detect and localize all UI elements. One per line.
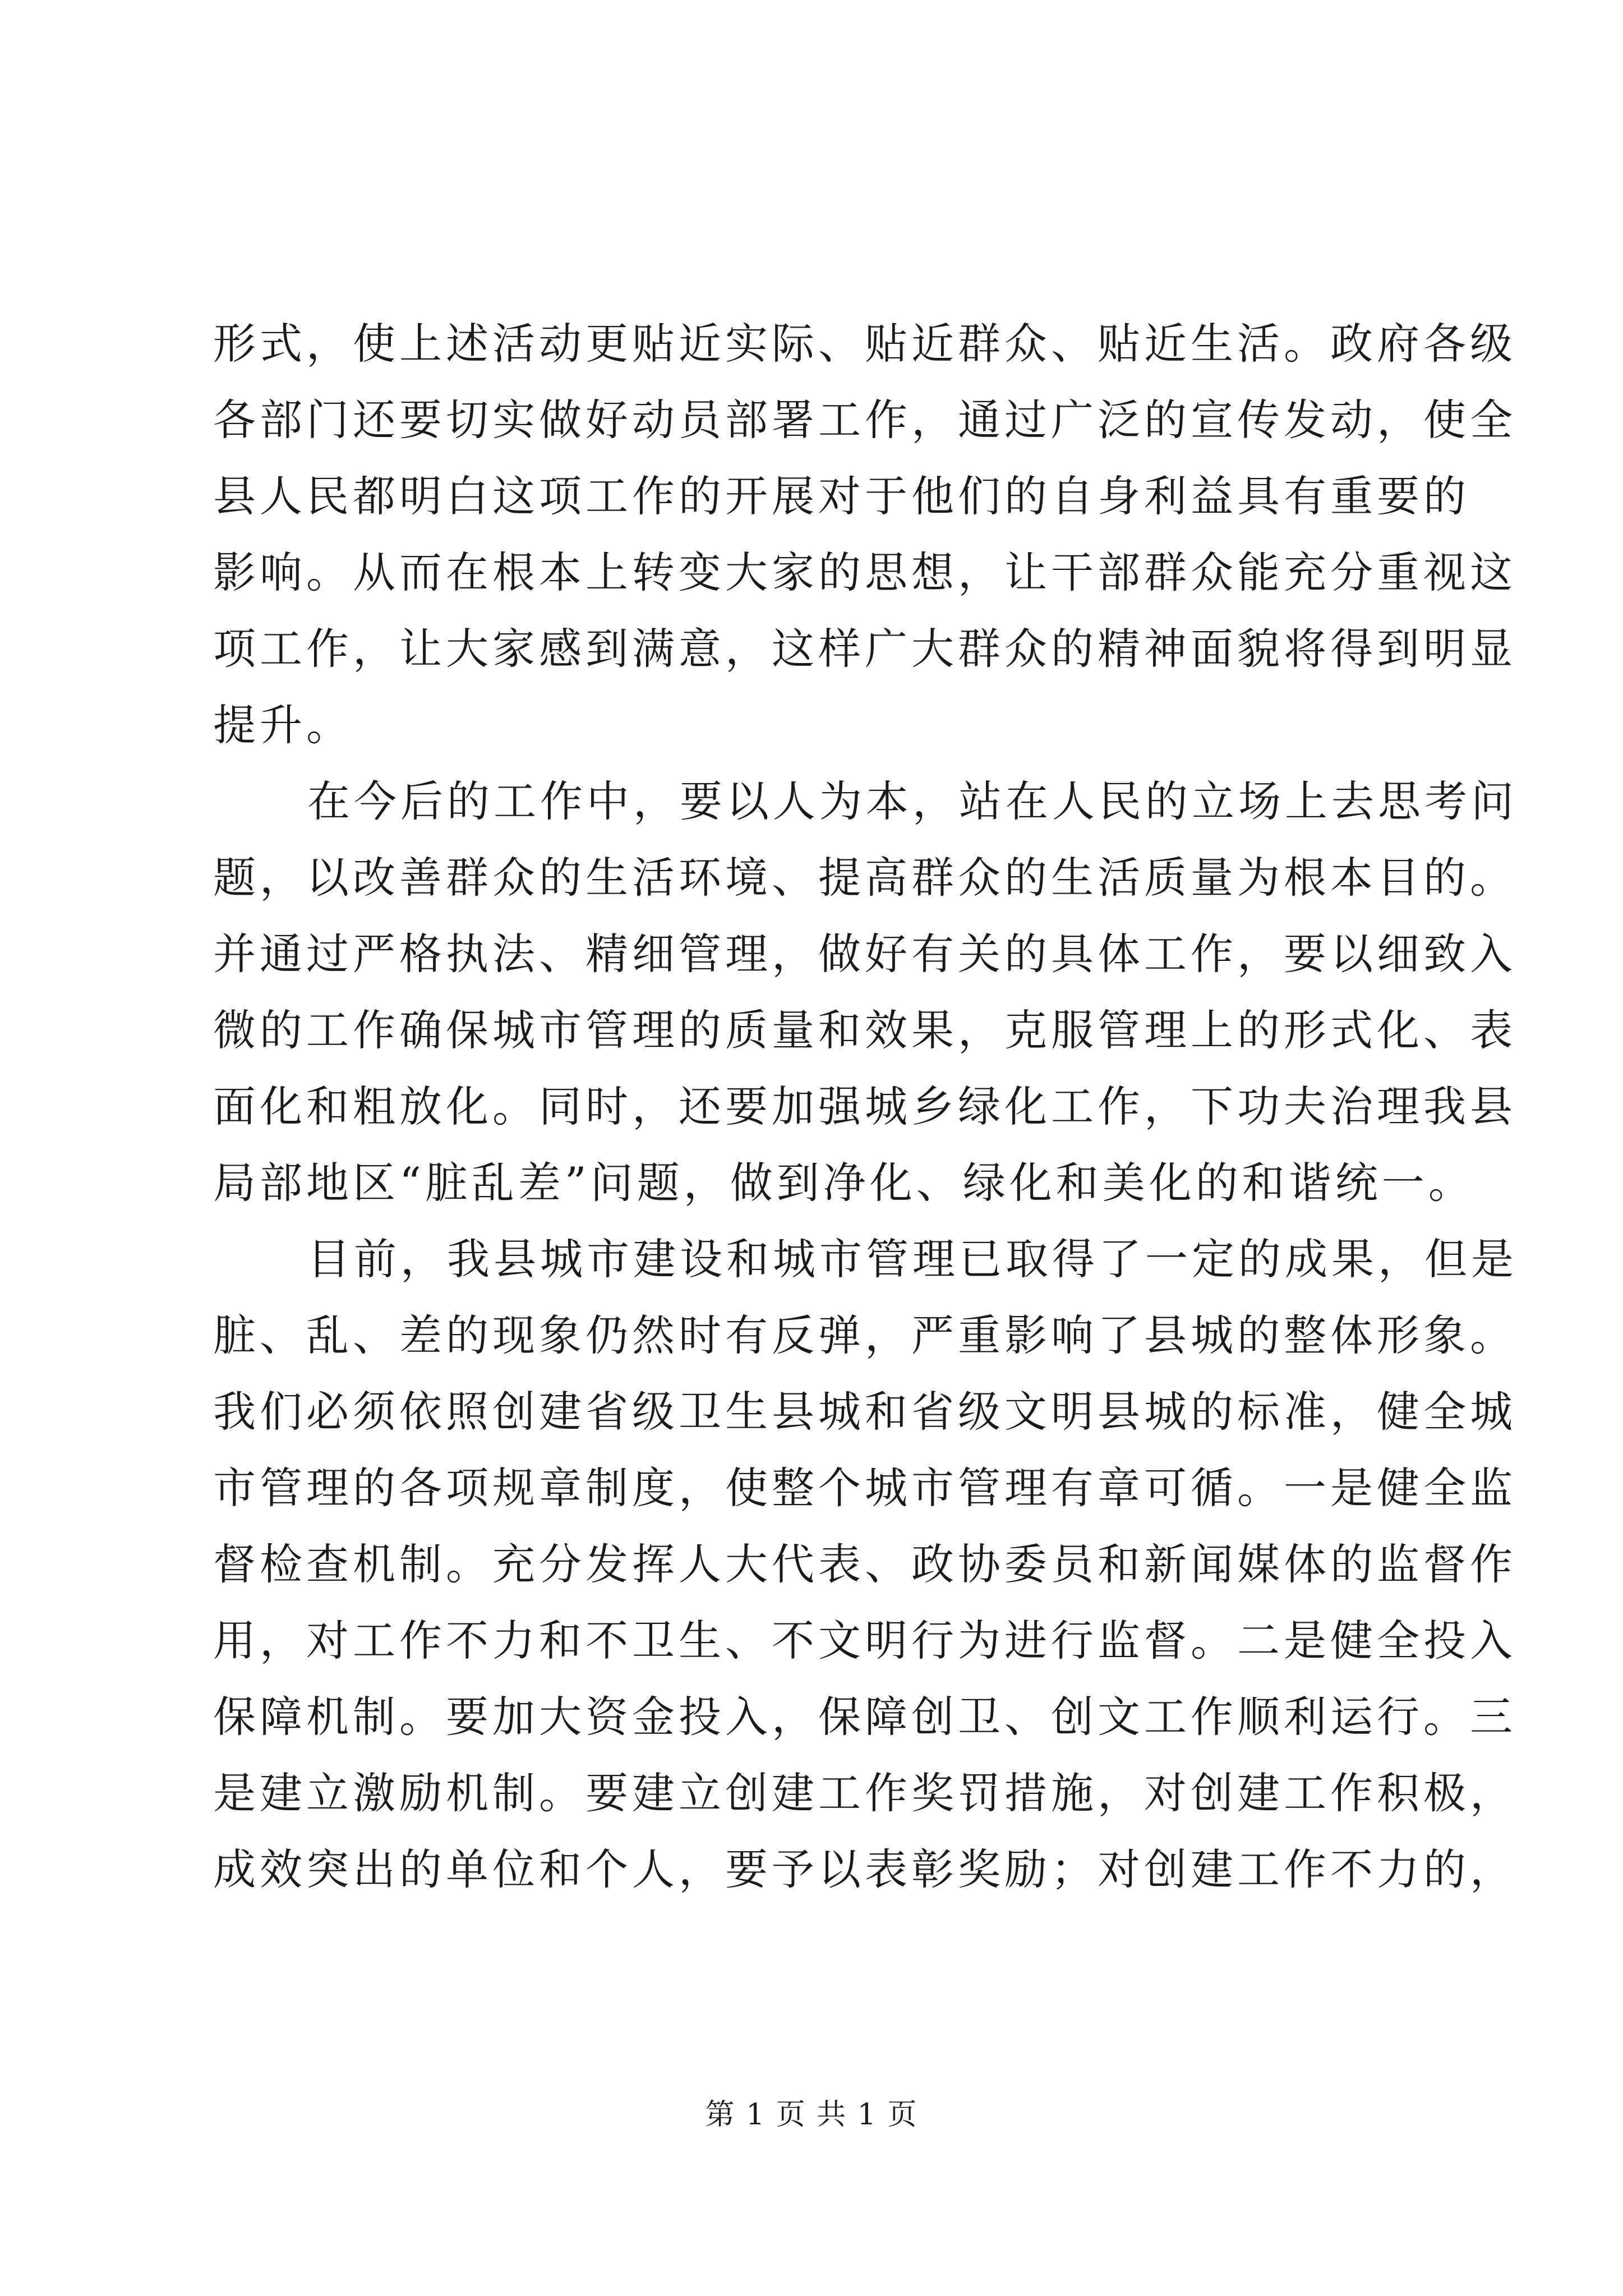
paragraph-first-line: 目前，我县城市建设和城市管理已取得了一定的成果，但是: [307, 1234, 1518, 1284]
page-number-label: 第 1 页 共 1 页: [705, 2098, 918, 2132]
text-line: 用，对工作不力和不卫生、不文明行为进行监督。二是健全投入: [213, 1616, 1516, 1665]
text-line: 局部地区“脏乱差”问题，做到净化、绿化和美化的和谐统一。: [213, 1158, 1475, 1208]
text-line: 提升。: [213, 700, 353, 750]
text-line: 形式，使上述活动更贴近实际、贴近群众、贴近生活。政府各级: [213, 319, 1516, 369]
text-line: 县人民都明白这项工作的开展对于他们的自身利益具有重要的: [213, 471, 1470, 521]
text-line: 我们必须依照创建省级卫生县城和省级文明县城的标准，健全城: [213, 1387, 1516, 1437]
text-line: 是建立激励机制。要建立创建工作奖罚措施，对创建工作积极，: [213, 1768, 1516, 1818]
text-line: 保障机制。要加大资金投入，保障创卫、创文工作顺利运行。三: [213, 1692, 1516, 1742]
page-footer: [0, 2095, 1623, 2134]
text-line: 题，以改善群众的生活环境、提高群众的生活质量为根本目的。: [213, 853, 1516, 903]
text-line: 市管理的各项规章制度，使整个城市管理有章可循。一是健全监: [213, 1463, 1516, 1513]
text-line: 脏、乱、差的现象仍然时有反弹，严重影响了县城的整体形象。: [213, 1310, 1516, 1360]
text-line: 各部门还要切实做好动员部署工作，通过广泛的宣传发动，使全: [213, 395, 1516, 445]
text-line: 督检查机制。充分发挥人大代表、政协委员和新闻媒体的监督作: [213, 1539, 1516, 1589]
paragraph-first-line: 在今后的工作中，要以人为本，站在人民的立场上去思考问: [307, 776, 1518, 826]
text-line: 成效突出的单位和个人，要予以表彰奖励；对创建工作不力的，: [213, 1844, 1516, 1894]
text-line: 项工作，让大家感到满意，这样广大群众的精神面貌将得到明显: [213, 624, 1516, 674]
text-line: 影响。从而在根本上转变大家的思想，让干部群众能充分重视这: [213, 547, 1516, 597]
text-line: 面化和粗放化。同时，还要加强城乡绿化工作，下功夫治理我县: [213, 1082, 1516, 1131]
body-text: [213, 306, 1518, 1908]
text-line: 微的工作确保城市管理的质量和效果，克服管理上的形式化、表: [213, 1005, 1516, 1055]
text-line: 并通过严格执法、精细管理，做好有关的具体工作，要以细致入: [213, 929, 1516, 979]
